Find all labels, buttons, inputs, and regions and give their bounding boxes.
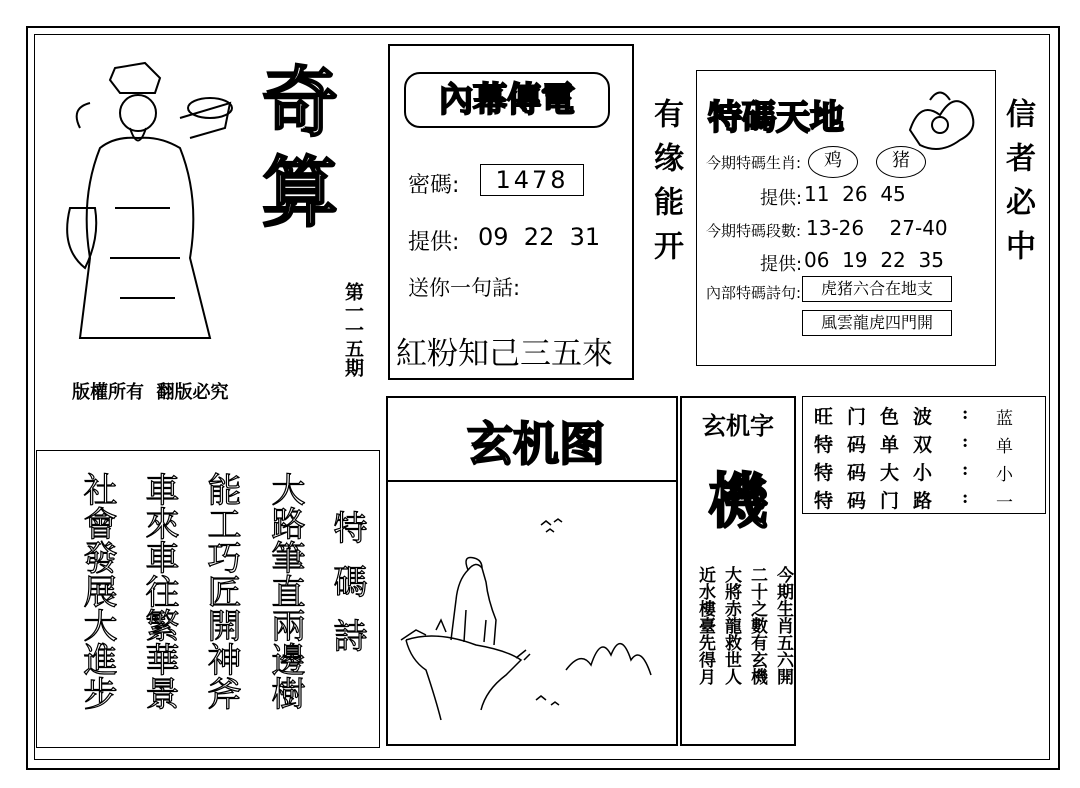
xuanji-character-title: 玄机字 xyxy=(702,411,774,440)
stat-colon-2: : xyxy=(962,432,969,452)
poem-line-2: 風雲龍虎四門開 xyxy=(802,310,952,336)
stat-value-wave: 蓝 xyxy=(996,409,1013,429)
side-text-right: 信者必中 xyxy=(1000,98,1035,274)
message-header: 內幕傳電 xyxy=(404,72,610,128)
special-poem-col-3: 車來車往繁華景 xyxy=(139,472,179,710)
stat-label-route: 特码门路 xyxy=(814,490,947,512)
poem-line-1: 虎猪六合在地支 xyxy=(802,276,952,302)
send-phrase-label: 送你一句話: xyxy=(408,276,521,300)
zodiac-provide-value: 11 26 45 xyxy=(804,182,906,206)
god-of-wealth-illustration xyxy=(60,58,260,358)
stat-label-odd-even: 特码单双 xyxy=(814,434,947,456)
stat-value-odd-even: 单 xyxy=(996,437,1013,457)
range-label: 今期特碼段數: xyxy=(706,222,802,240)
stat-colon-4: : xyxy=(962,488,969,508)
provide-label: 提供: xyxy=(408,230,460,255)
stat-colon-1: : xyxy=(962,404,969,424)
zodiac-badge-2: 猪 xyxy=(876,146,926,178)
password-label: 密碼: xyxy=(408,173,460,198)
main-title: 奇算 xyxy=(262,58,338,237)
side-text-left: 有缘能开 xyxy=(648,98,683,274)
xuanji-poem-col-1: 今期生肖五六開 xyxy=(773,566,793,685)
provide-value: 09 22 31 xyxy=(478,223,601,251)
xuanji-poem-col-3: 大將赤龍救世人 xyxy=(721,566,741,685)
zodiac-badge-1: 鸡 xyxy=(808,146,858,178)
stat-label-size: 特码大小 xyxy=(814,462,947,484)
special-poem-col-1: 大路筆直兩邊樹 xyxy=(265,472,305,710)
issue-number: 第一一五期 xyxy=(342,282,364,377)
special-poem-title: 特碼詩 xyxy=(327,510,367,672)
zodiac-label: 今期特碼生肖: xyxy=(706,154,802,172)
range-provide-label: 提供: xyxy=(760,254,803,275)
stat-value-route: 一 xyxy=(996,493,1013,513)
range-provide-value: 06 19 22 35 xyxy=(804,248,944,272)
zodiac-provide-label: 提供: xyxy=(760,188,803,209)
xuanji-poem-col-4: 近水樓臺先得月 xyxy=(695,566,715,685)
password-value: 1478 xyxy=(480,164,584,196)
stat-label-wave: 旺门色波 xyxy=(814,406,947,428)
special-poem-col-4: 社會發展大進步 xyxy=(77,472,117,710)
stat-value-size: 小 xyxy=(996,465,1013,485)
range-value: 13-26 27-40 xyxy=(806,216,948,240)
special-code-title: 特碼天地 xyxy=(708,98,844,138)
special-poem-col-2: 能工巧匠開神斧 xyxy=(201,472,241,710)
copyright-notice: 版權所有 翻版必究 xyxy=(72,382,229,403)
xuanji-poem-col-2: 二十之數有玄機 xyxy=(747,566,767,685)
dog-on-cliff-illustration xyxy=(396,510,666,730)
stat-colon-3: : xyxy=(962,460,969,480)
poem-label: 內部特碼詩句: xyxy=(706,284,802,302)
phrase-text: 紅粉知己三五來 xyxy=(396,336,613,372)
xuanji-big-character: 機 xyxy=(708,467,768,537)
xuanji-picture-title: 玄机图 xyxy=(467,417,605,471)
